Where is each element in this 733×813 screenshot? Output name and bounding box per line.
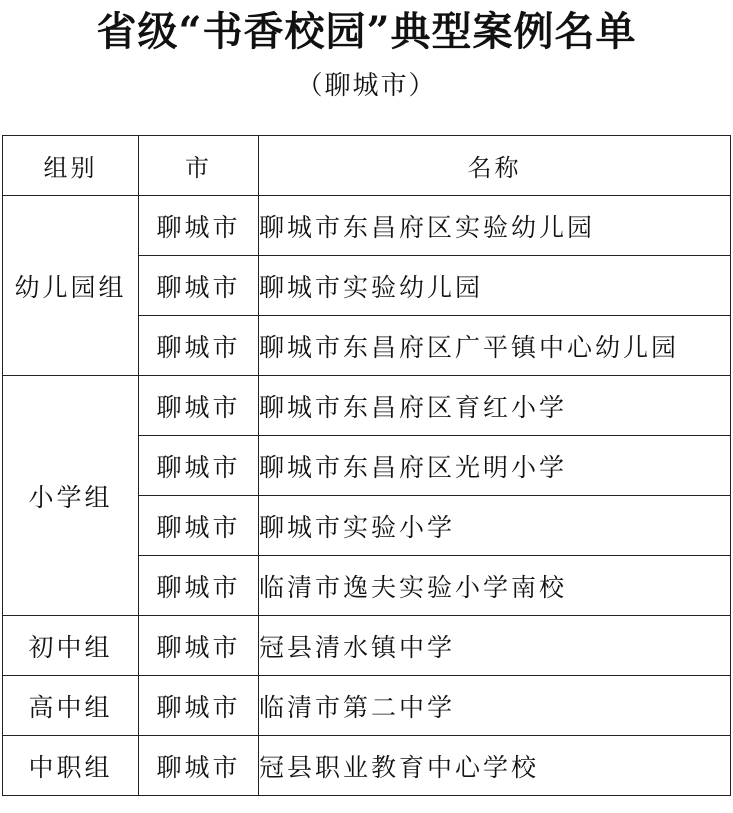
city-cell: 聊城市 <box>139 496 259 556</box>
school-name-cell: 聊城市东昌府区广平镇中心幼儿园 <box>259 316 731 376</box>
school-name-cell: 聊城市实验小学 <box>259 496 731 556</box>
table-row <box>3 376 731 436</box>
city-cell: 聊城市 <box>139 616 259 676</box>
city-cell: 聊城市 <box>139 436 259 496</box>
school-name-cell: 冠县职业教育中心学校 <box>259 736 731 796</box>
city-cell: 聊城市 <box>139 316 259 376</box>
city-cell: 聊城市 <box>139 676 259 736</box>
document-subtitle: （聊城市） <box>296 71 437 101</box>
school-name-cell: 临清市逸夫实验小学南校 <box>259 556 731 616</box>
school-name-cell: 聊城市东昌府区育红小学 <box>259 376 731 436</box>
header-city: 市 <box>139 136 259 196</box>
table-row <box>3 676 731 736</box>
table-row <box>3 196 731 256</box>
school-name-cell: 聊城市实验幼儿园 <box>259 256 731 316</box>
group-label-kindergarten: 幼儿园组 <box>3 196 139 376</box>
table-row <box>3 736 731 796</box>
school-name-cell: 临清市第二中学 <box>259 676 731 736</box>
school-name-cell: 冠县清水镇中学 <box>259 616 731 676</box>
school-name-cell: 聊城市东昌府区实验幼儿园 <box>259 196 731 256</box>
document-title: 省级“书香校园”典型案例名单 <box>96 8 637 55</box>
city-cell: 聊城市 <box>139 196 259 256</box>
table-row <box>3 616 731 676</box>
school-name-cell: 聊城市东昌府区光明小学 <box>259 436 731 496</box>
table-header-row <box>3 136 731 196</box>
city-cell: 聊城市 <box>139 736 259 796</box>
header-group: 组别 <box>3 136 139 196</box>
header-name: 名称 <box>259 136 731 196</box>
case-list-table <box>2 135 731 796</box>
city-cell: 聊城市 <box>139 376 259 436</box>
city-cell: 聊城市 <box>139 256 259 316</box>
group-label-primary: 小学组 <box>3 376 139 616</box>
city-cell: 聊城市 <box>139 556 259 616</box>
group-label-vocational: 中职组 <box>3 736 139 796</box>
group-label-senior-high: 高中组 <box>3 676 139 736</box>
group-label-junior-high: 初中组 <box>3 616 139 676</box>
